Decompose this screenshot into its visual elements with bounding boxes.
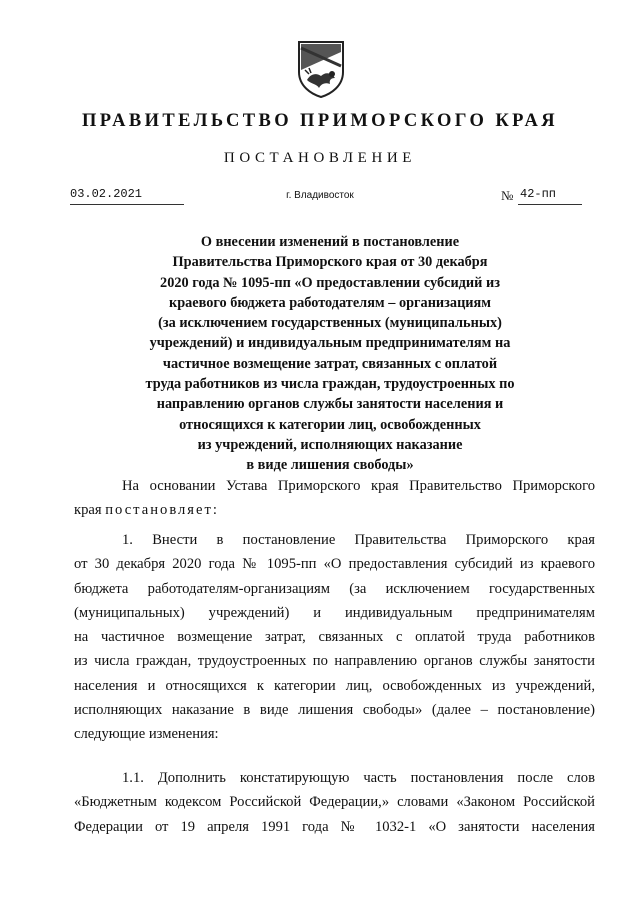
date-underline xyxy=(70,204,184,205)
paragraph-line xyxy=(74,498,595,522)
paragraph-item-1-1 xyxy=(74,766,595,839)
coat-of-arms-icon xyxy=(297,40,345,98)
paragraph-line: «Бюджетным кодексом Российской Федерации,» словами «Законом Российской xyxy=(74,794,595,811)
subject-line: (за исключением государственных (муниципальных) xyxy=(158,315,502,332)
number-underline xyxy=(518,204,582,205)
subject-line: относящихся к категории лиц, освобожденных xyxy=(179,416,481,433)
subject-line: направлению органов службы занятости населения и xyxy=(156,396,504,413)
paragraph-line: бюджета работодателям-организациям (за исключением государственных xyxy=(74,580,595,597)
subject-line: в виде лишения свободы» xyxy=(246,457,414,474)
document-subject xyxy=(60,232,600,476)
subject-line: частичное возмещение затрат, связанных с оплатой xyxy=(162,355,498,372)
paragraph-line: от 30 декабря 2020 года № 1095-пп «О предоставления субсидий из краевого xyxy=(74,556,595,573)
paragraph-line: Федерации от 19 апреля 1991 года № 1032-1 «О занятости населения xyxy=(74,818,595,835)
paragraph-intro xyxy=(74,474,595,523)
subject-line: 2020 года № 1095-пп «О предоставлении субсидий из xyxy=(160,274,500,291)
subject-line: учреждений) и индивидуальным предпринимателям на xyxy=(149,335,511,352)
paragraph-line: (муниципальных) учреждений) и индивидуальным предпринимателям xyxy=(74,604,595,621)
paragraph-line: на частичное возмещение затрат, связанных с оплатой труда работников xyxy=(74,629,595,646)
paragraph-line: из числа граждан, трудоустроенных по направлению органов службы занятости xyxy=(74,653,595,670)
paragraph-item-1 xyxy=(74,528,595,747)
subject-line: из учреждений, исполняющих наказание xyxy=(197,436,463,453)
paragraph-line: 1.1. Дополнить констатирующую часть постановления после слов xyxy=(122,770,595,786)
paragraph-line: следующие изменения: xyxy=(74,726,219,743)
document-date: 03.02.2021 xyxy=(70,187,143,201)
decree-keyword: постановляет: xyxy=(105,502,219,519)
number-sign: № xyxy=(501,188,514,203)
paragraph-line: населения и относящихся к категории лиц, освобожденных из учреждений, xyxy=(74,677,595,694)
document-city: г. Владивосток xyxy=(286,190,354,201)
document-number: 42-пп xyxy=(520,187,557,201)
government-name: ПРАВИТЕЛЬСТВО ПРИМОРСКОГО КРАЯ xyxy=(81,111,558,131)
subject-line: О внесении изменений в постановление xyxy=(200,234,460,250)
paragraph-text: края xyxy=(74,502,106,519)
paragraph-line: исполняющих наказание в виде лишения свободы» (далее – постановление) xyxy=(74,702,595,719)
subject-line: труда работников из числа граждан, трудоустроенных по xyxy=(145,376,515,393)
subject-line: краевого бюджета работодателям – организациям xyxy=(168,294,492,311)
paragraph-line: На основании Устава Приморского края Правительство Приморского xyxy=(122,478,595,494)
paragraph-line: 1. Внести в постановление Правительства Приморского края xyxy=(122,532,595,548)
document-type: ПОСТАНОВЛЕНИЕ xyxy=(223,150,417,166)
subject-line: Правительства Приморского края от 30 декабря xyxy=(172,254,488,271)
